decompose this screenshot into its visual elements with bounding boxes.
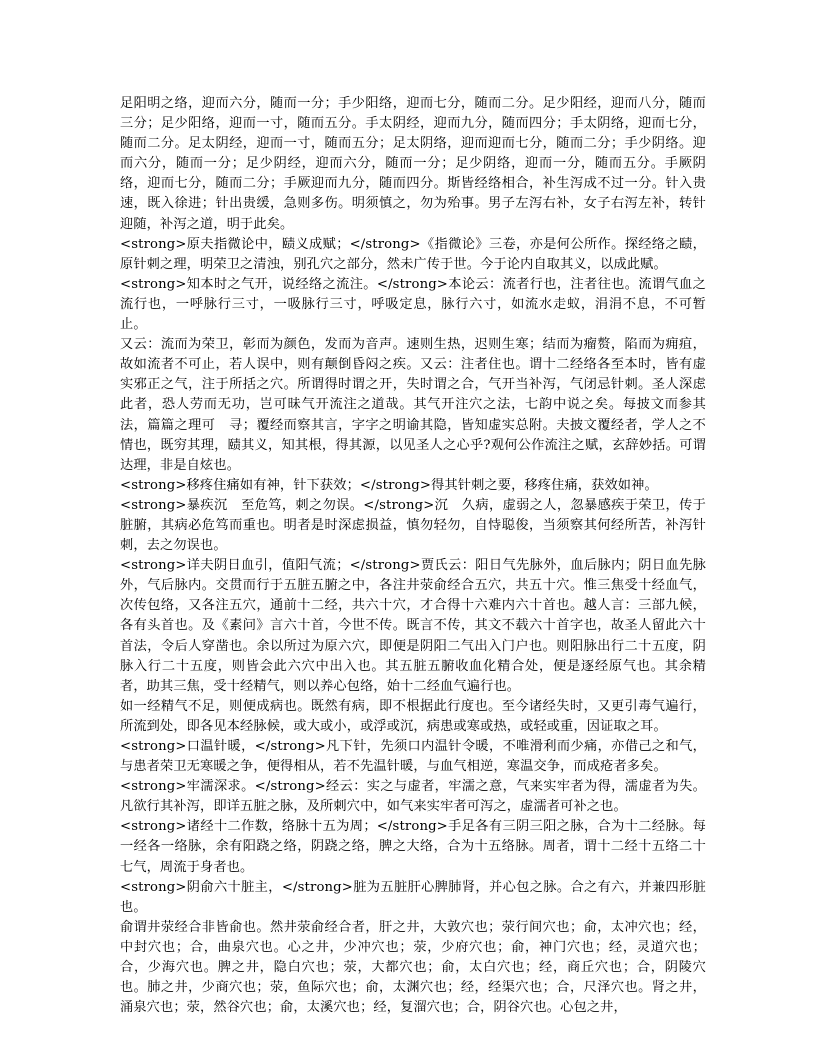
paragraph-5: <strong>移疼住痛如有神，针下获效；</strong>得其针刺之要，移疼住痛，获效如神。 — [120, 477, 658, 493]
paragraph-8: 如一经精气不足，则便成病也。既然有病，即不根据此行度也。至今诸经失时，又更引毒气遍行，所流到处，即各见本经脉候，或大或小，或浮或沉，病患或寒或热，或轻或重，因证取之耳。 — [120, 698, 706, 734]
paragraph-11: <strong>诸经十二作数，络脉十五为周；</strong>手足各有三阴三阳之脉，合为十二经脉。每一经各一络脉，余有阳跷之络，阴跷之络，脾之大络，合为十五络脉。周者，谓十二经十五络二十七气，周流于身者也。 — [120, 819, 706, 875]
paragraph-13: 俞谓井荥经合非皆俞也。然井荥俞经合者，肝之井，大敦穴也；荥行间穴也；俞，太冲穴也；经，中封穴也；合，曲泉穴也。心之井，少冲穴也；荥，少府穴也；俞，神门穴也；经，灵道穴也；合，少海穴也。脾之井，隐白穴也；荥，大都穴也；俞，太白穴也；经，商丘穴也；合，阴陵穴也。肺之井，少商穴也；荥，鱼际穴也；俞，太渊穴也；经，经渠穴也；合，尺泽穴也。肾之井，涌泉穴也；荥，然谷穴也；俞，太溪穴也；经，复溜穴也；合，阴谷穴也。心包之井， — [120, 919, 706, 1016]
paragraph-7: <strong>详夫阴日血引，值阳气流；</strong>贾氏云：阳日气先脉外，血后脉内；阴日血先脉外，气后脉内。交贯而行于五脏五腑之中，各注井荥俞经合五穴，共五十穴。惟三焦受十经血气，次传包络，又各注五穴，通前十二经，共六十穴，才合得十六难内六十首也。越人言：三部九候，各有头首也。及《素问》言六十首，今世不传。既言不传，其文不载六十首字也，故圣人留此六十首法，令后人穿凿也。余以所过为原六穴，即便是阴阳二气出入门户也。则阳脉出行二十五度，阴脉入行二十五度，则皆会此六穴中出入也。其五脏五腑收血化精合处，便是逐经原气也。其余精者，助其三焦，受十经精气，则以养心包络，始十二经血气遍行也。 — [120, 558, 706, 694]
paragraph-10: <strong>牢濡深求。</strong>经云：实之与虚者，牢濡之意，气来实牢者为得，濡虚者为失。凡欲行其补泻，即详五脏之脉，及所刺穴中，如气来实牢者可泻之，虚濡者可补之也。 — [120, 779, 706, 815]
paragraph-2: <strong>原夫指微论中，赜义成赋；</strong>《指微论》三卷，亦是何公所作。探经络之赜，原针刺之理，明荣卫之清浊，别孔穴之部分，然未广传于世。今于论内自取其义，以成此赋。 — [120, 236, 706, 272]
paragraph-1: 足阳明之络，迎而六分，随而一分；手少阳络，迎而七分，随而二分。足少阳经，迎而八分，随而三分；足少阳络，迎而一寸，随而五分。手太阴经，迎而九分，随而四分；手太阴络，迎而七分，随而二分。足太阴经，迎而一寸，随而五分；足太阴络，迎而迎而七分，随而二分；手少阴络。迎而六分，随而一分；足少阴经，迎而六分，随而一分；足少阴络，迎而一分，随而五分。手厥阴络，迎而七分，随而二分；手厥迎而九分，随而四分。斯皆经络相合，补生泻成不过一分。针入贵速，既入徐进；针出贵缓，急则多伤。明须慎之，勿为殆事。男子左泻右补，女子右泻左补，转针迎随，补泻之道，明于此矣。 — [120, 96, 706, 232]
paragraph-6: <strong>暴疾沉 至危笃，刺之勿误。</strong>沉 久病，虚弱之人，忽暴感疾于荣卫，传于脏腑，其病必危笃而重也。明者是时深虑损益，慎勿轻勿，自恃聪俊，当须察其何经所苦，补泻针刺，去之勿误也。 — [120, 497, 706, 554]
paragraph-3: <strong>知本时之气开，说经络之流注。</strong>本论云：流者行也，注者往也。流谓气血之流行也，一呼脉行三寸，一吸脉行三寸，呼吸定息，脉行六寸，如流水走蚁，涓涓不息，不可暂止。 — [120, 276, 706, 333]
paragraph-9: <strong>口温针暖，</strong>凡下针，先须口内温针令暖，不唯滑利而少痛，亦借己之和气，与患者荣卫无寒暖之争，便得相从，若不先温针暖，与血气相逆，寒温交争，而成疮者多矣。 — [120, 739, 706, 775]
paragraph-12: <strong>阴俞六十脏主，</strong>脏为五脏肝心脾肺肾，并心包之脉。合之有六，并兼四形脏也。 — [120, 879, 706, 915]
paragraph-4: 又云：流而为荣卫，彰而为颜色，发而为音声。速则生热，迟则生寒；结而为瘤赘，陷而为痈疽，故如流者不可止，若人误中，则有颠倒昏闷之疾。又云：注者住也。谓十二经络各至本时，皆有虚实邪正之气，注于所括之穴。所谓得时谓之开，失时谓之合，气开当补泻，气闭忌针刺。圣人深虑此者，恐人劳而无功，岂可昧气开流注之道哉。其气开注穴之法，七韵中说之矣。每披文而参其法，篇篇之理可 寻；覆经而察其言，字字之明谕其隐，皆知虚实总附。夫披文覆经者，学人之不情也，既穷其理，赜其义，知其根，得其源，以见圣人之心乎?观何公作流注之赋，玄辞妙括。可谓达理，非是自炫也。 — [120, 337, 706, 473]
